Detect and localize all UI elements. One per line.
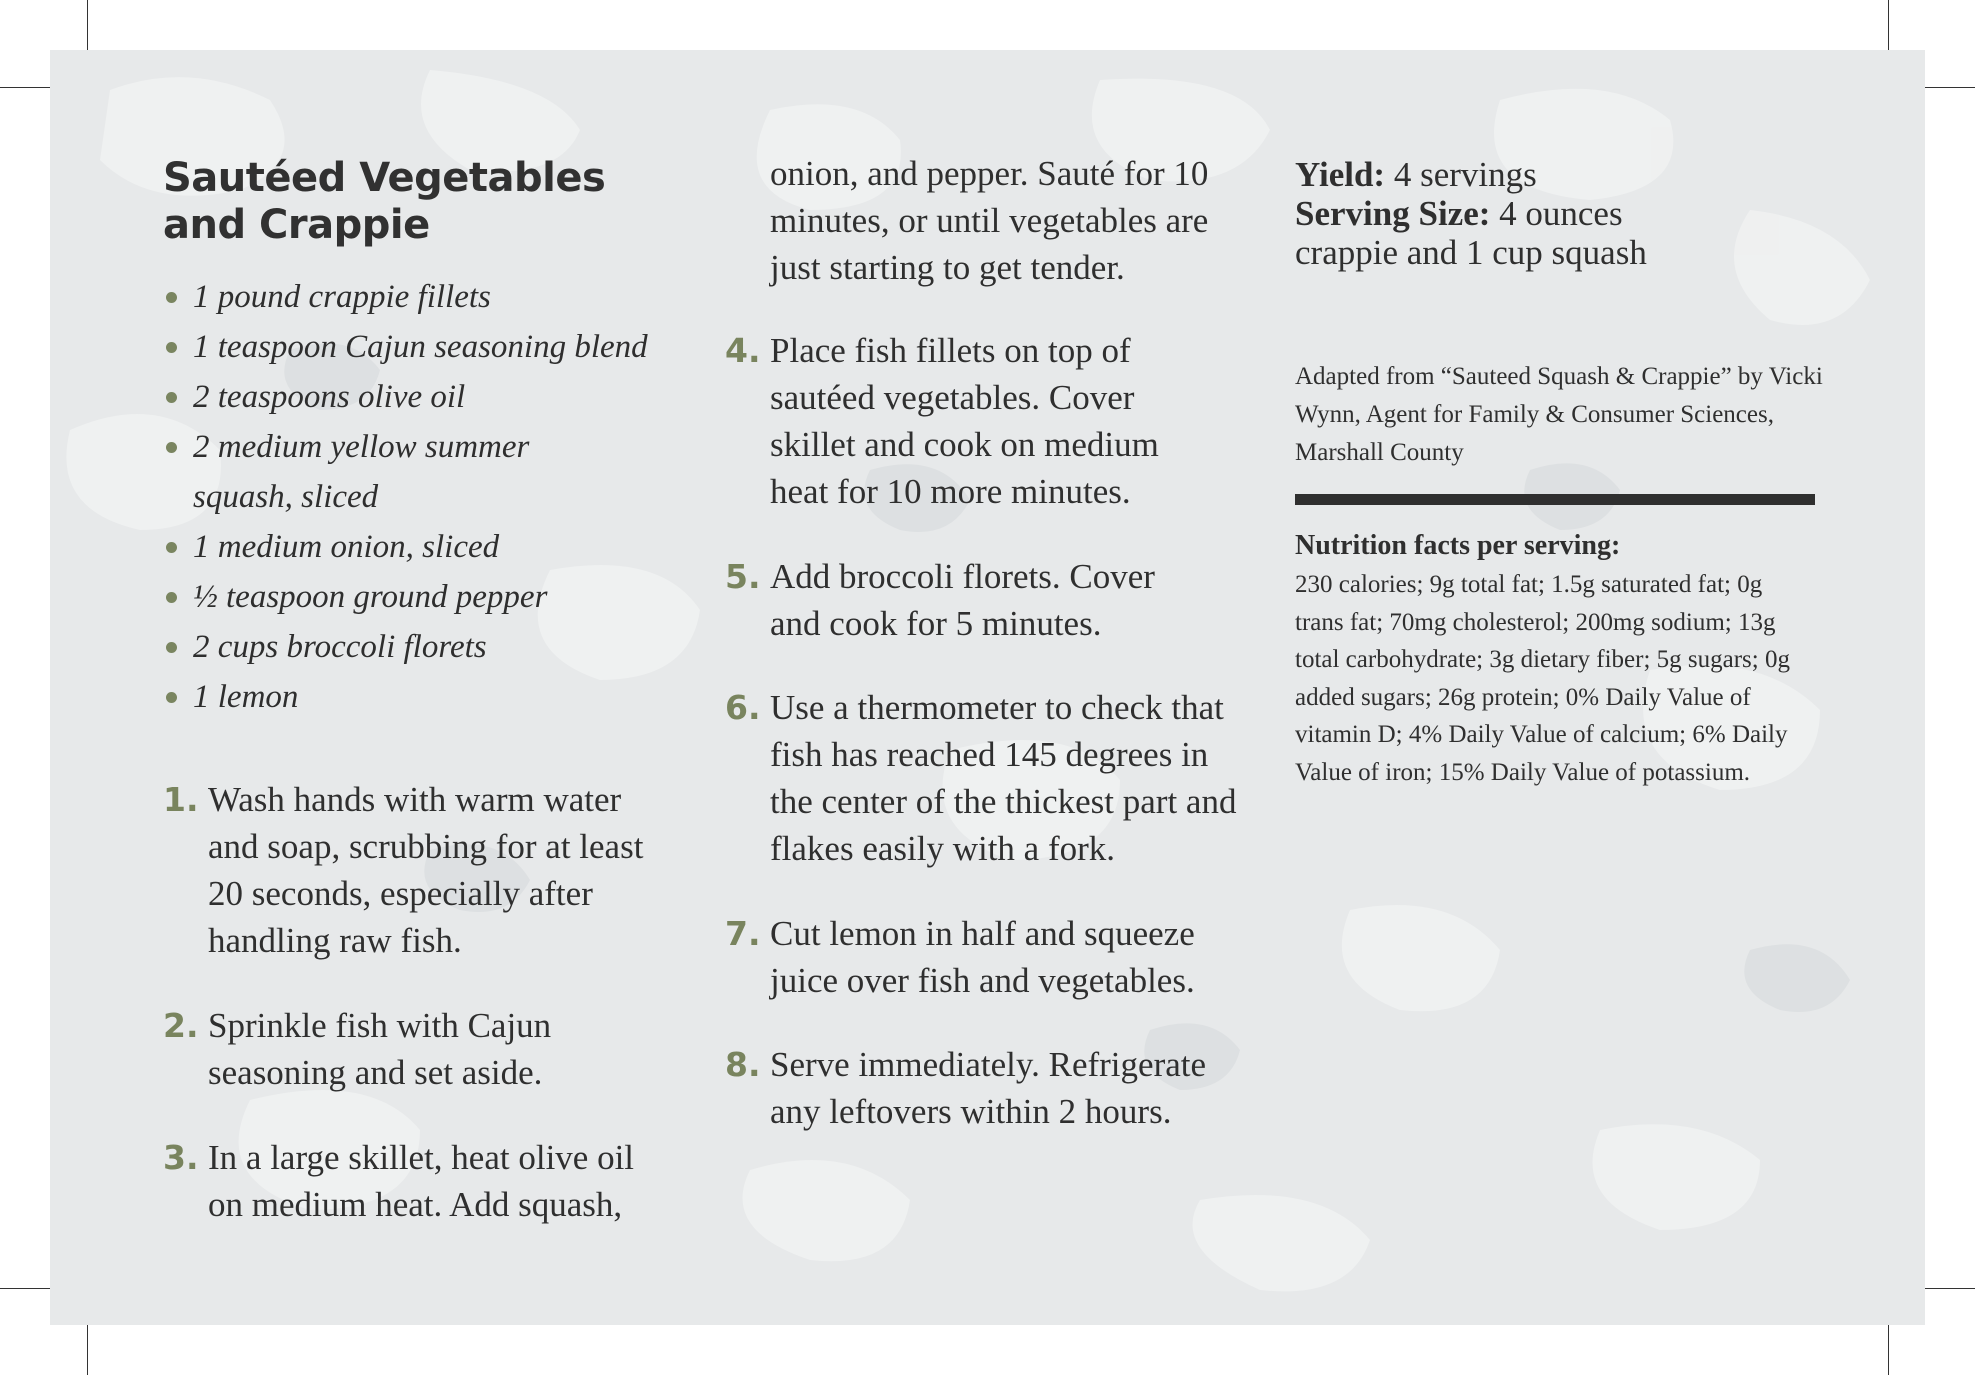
step-text: Wash hands with warm water and soap, scrubbing for at least 20 seconds, especially after handling raw fish.	[208, 780, 644, 960]
step-text: Cut lemon in half and squeeze juice over fish and vegetables.	[770, 914, 1195, 1000]
ingredient-item	[163, 422, 573, 522]
yield-line	[1295, 155, 1695, 194]
bullet-icon	[166, 592, 177, 603]
step-text: onion, and pepper. Sauté for 10 minutes, or until vegetables are just starting to get tender.	[770, 154, 1209, 287]
ingredient-item	[163, 322, 648, 372]
step-number: 8.	[725, 1045, 761, 1084]
yield-label: Yield:	[1295, 155, 1386, 194]
yield-block	[1295, 155, 1695, 272]
divider	[1295, 494, 1815, 505]
ingredient-text: 1 lemon	[193, 679, 299, 715]
recipe-card	[50, 50, 1925, 1325]
nutrition-title: Nutrition facts per serving:	[1295, 530, 1621, 561]
bullet-icon	[166, 392, 177, 403]
bullet-icon	[166, 342, 177, 353]
serving-size-value: 4 ounces crappie and 1 cup squash	[1295, 194, 1647, 272]
step-text: In a large skillet, heat olive oil on medium heat. Add squash,	[208, 1138, 635, 1224]
step-number: 2.	[163, 1006, 199, 1045]
ingredient-text: 1 pound crappie fillets	[193, 279, 491, 315]
bullet-icon	[166, 442, 177, 453]
ingredient-list	[163, 272, 648, 722]
ingredient-text: ½ teaspoon ground pepper	[193, 579, 548, 615]
step-number: 4.	[725, 331, 761, 370]
serving-size-line	[1295, 194, 1695, 272]
ingredient-text: 2 teaspoons olive oil	[193, 379, 466, 415]
recipe-credit: Adapted from “Sauteed Squash & Crappie” by Vicki Wynn, Agent for Family & Consumer Sciences, Marshall County	[1295, 363, 1823, 466]
bullet-icon	[166, 292, 177, 303]
step-number: 6.	[725, 688, 761, 727]
step-5	[725, 553, 1325, 647]
step-2	[163, 1002, 703, 1096]
step-number: 3.	[163, 1138, 199, 1177]
step-number: 1.	[163, 780, 199, 819]
recipe-title: Sautéed Vegetables and Crappie	[163, 155, 606, 248]
ingredient-text: 1 medium onion, sliced	[193, 529, 500, 565]
ingredient-item	[163, 672, 648, 722]
step-text: Place fish fillets on top of sautéed vegetables. Cover skillet and cook on medium heat for 10 more minutes.	[770, 331, 1159, 511]
step-text: Use a thermometer to check that fish has reached 145 degrees in the center of the thickest part and flakes easily with a fork.	[770, 688, 1237, 868]
bullet-icon	[166, 692, 177, 703]
step-text: Add broccoli florets. Cover and cook for 5 minutes.	[770, 557, 1155, 643]
step-8	[725, 1041, 1325, 1135]
step-3-continued	[725, 150, 1325, 291]
step-text: Serve immediately. Refrigerate any leftovers within 2 hours.	[770, 1045, 1207, 1131]
step-number: 5.	[725, 557, 761, 596]
step-1	[163, 776, 703, 964]
ingredient-item	[163, 522, 648, 572]
step-7	[725, 910, 1325, 1004]
step-3	[163, 1134, 703, 1228]
ingredient-text: 1 teaspoon Cajun seasoning blend	[193, 329, 648, 365]
bullet-icon	[166, 642, 177, 653]
yield-value: 4 servings	[1393, 155, 1537, 194]
ingredient-item	[163, 572, 648, 622]
ingredient-item	[163, 372, 648, 422]
step-text: Sprinkle fish with Cajun seasoning and set aside.	[208, 1006, 552, 1092]
ingredient-text: 2 cups broccoli florets	[193, 629, 487, 665]
serving-size-label: Serving Size:	[1295, 194, 1491, 233]
ingredient-item	[163, 622, 648, 672]
ingredient-item	[163, 272, 648, 322]
step-4	[725, 327, 1325, 515]
step-6	[725, 684, 1325, 872]
bullet-icon	[166, 542, 177, 553]
step-number: 7.	[725, 914, 761, 953]
ingredient-text: 2 medium yellow summer squash, sliced	[193, 429, 530, 515]
nutrition-facts: 230 calories; 9g total fat; 1.5g saturated fat; 0g trans fat; 70mg cholesterol; 200mg sodium; 13g total carbohydrate; 3g dietary fiber; 5g sugars; 0g added sugars; 26g protein; 0% Daily Value of vitamin D; 4% Daily Value of calcium; 6% Daily Value of iron; 15% Daily Value of potassium.	[1295, 571, 1790, 786]
